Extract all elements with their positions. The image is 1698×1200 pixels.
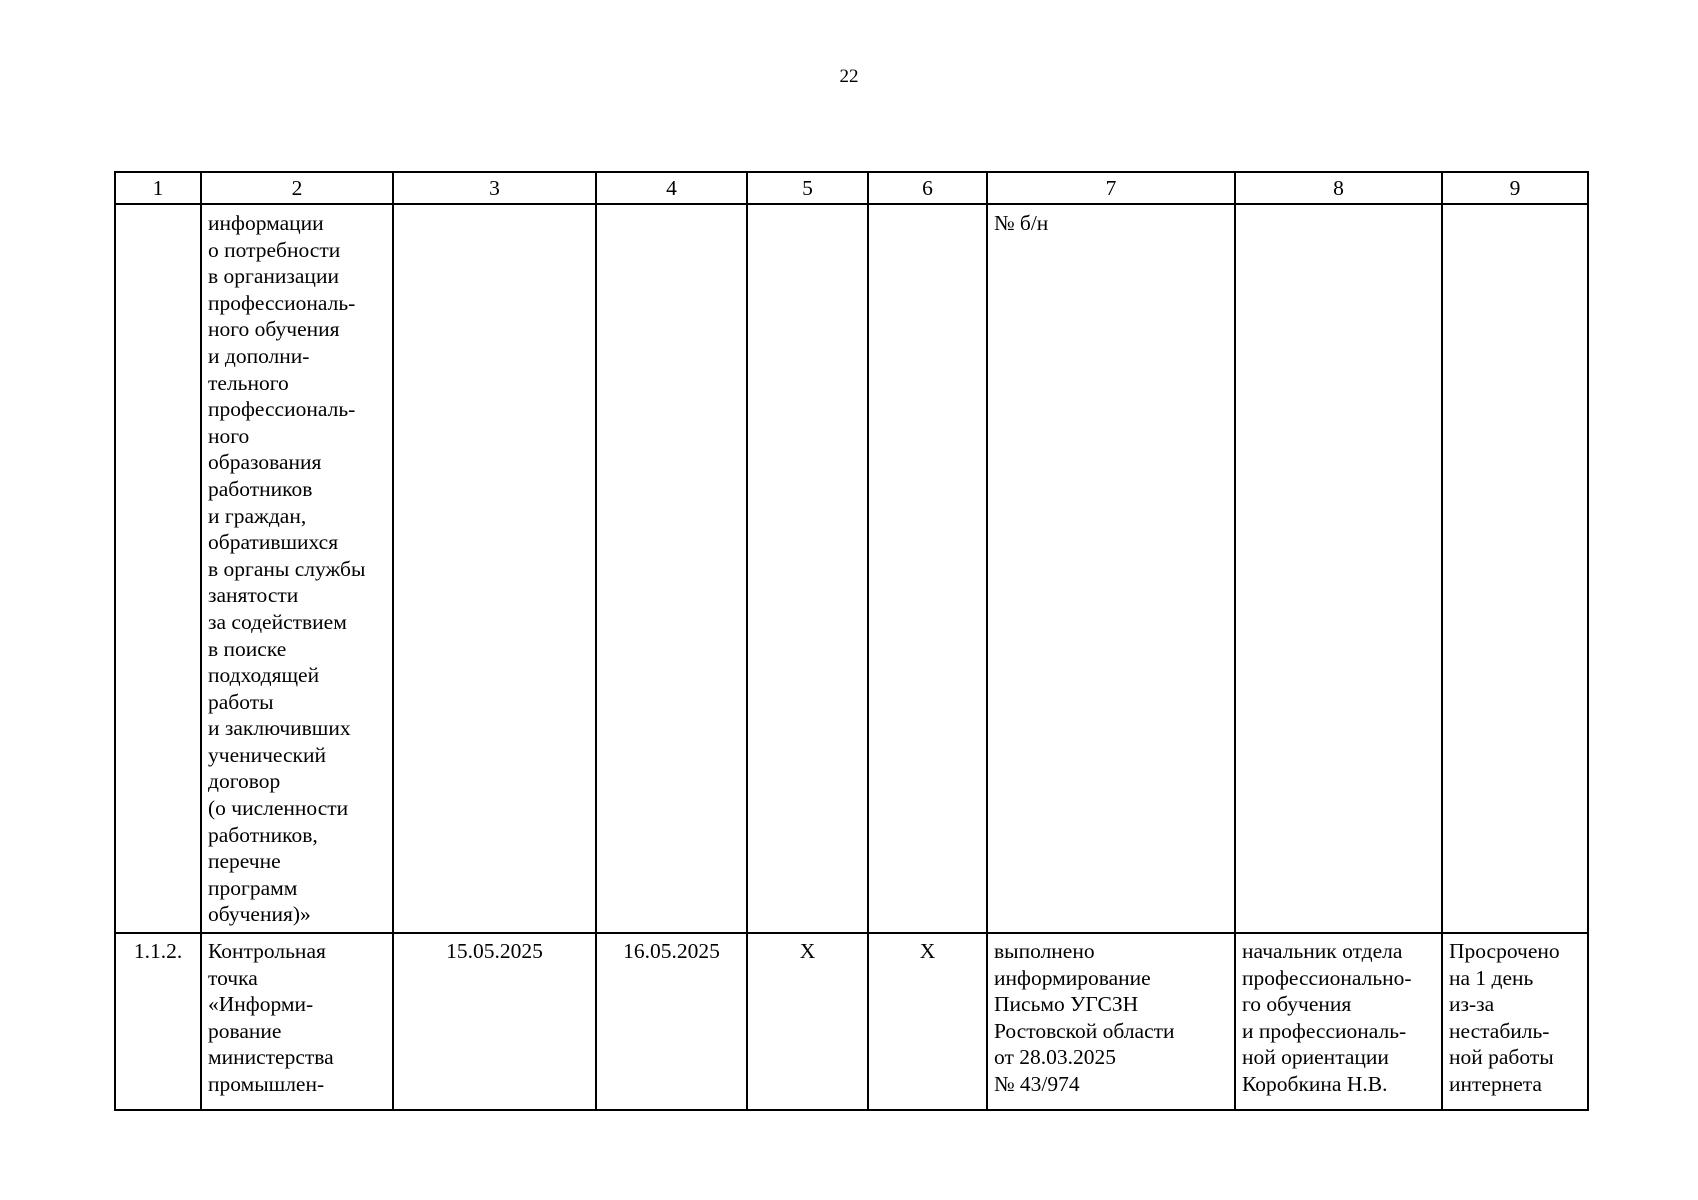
cell-text-line: № 43/974 (994, 1071, 1080, 1096)
cell-text-line: подходящей (208, 663, 320, 688)
cell-responsible (1235, 204, 1442, 933)
cell-actual-date (596, 933, 747, 1110)
cell-text-line: Коробкина Н.В. (1242, 1071, 1388, 1096)
cell-text-line: информирование (994, 965, 1151, 990)
cell-name (201, 933, 393, 1110)
cell-text-line: перечне (208, 849, 281, 874)
cell-text-line: промышлен- (208, 1071, 325, 1096)
cell-text-line: профессиональ- (208, 397, 356, 422)
cell-text-line: 1.1.2. (133, 939, 183, 963)
cell-text-line: интернета (1449, 1071, 1542, 1096)
cell-text-line: работников (208, 476, 313, 501)
cell-text-line: го обучения (1242, 992, 1352, 1017)
cell-number (115, 933, 201, 1110)
header-cell-5: 5 (747, 172, 868, 204)
cell-text-line: Ростовской области (994, 1018, 1175, 1043)
header-cell-6: 6 (868, 172, 987, 204)
cell-text-line: профессиональ- (208, 290, 356, 315)
cell-result (987, 204, 1235, 933)
header-cell-7: 7 (987, 172, 1235, 204)
cell-text-line: и дополни- (208, 343, 310, 368)
header-cell-1: 1 (115, 172, 201, 204)
header-cell-3: 3 (393, 172, 596, 204)
cell-text-line: профессионально- (1242, 965, 1412, 990)
header-row (115, 172, 1588, 204)
cell-text-line: на 1 день (1449, 965, 1534, 990)
cell-result (987, 933, 1235, 1110)
cell-text-line: рование (208, 1018, 282, 1043)
report-table (114, 171, 1589, 1111)
cell-col6 (868, 204, 987, 933)
cell-responsible (1235, 933, 1442, 1110)
header-cell-4: 4 (596, 172, 747, 204)
cell-text-line: обучения)» (208, 902, 311, 927)
cell-text-line: Контрольная (208, 939, 326, 963)
cell-text-line: Х (919, 939, 936, 963)
cell-text-line: из-за (1449, 992, 1495, 1017)
cell-text-line: и профессиональ- (1242, 1018, 1407, 1043)
cell-text-line: информации (208, 211, 324, 235)
cell-text-line: за содействием (208, 609, 347, 634)
cell-text-line: программ (208, 875, 298, 900)
cell-text-line: обратившихся (208, 530, 339, 555)
cell-plan-date (393, 933, 596, 1110)
cell-text-line: Просрочено (1449, 939, 1560, 963)
cell-text-line: Х (799, 939, 816, 963)
cell-text-line: № б/н (994, 211, 1049, 235)
cell-col6 (868, 933, 987, 1110)
header-cell-8: 8 (1235, 172, 1442, 204)
cell-col5 (747, 204, 868, 933)
cell-actual-date (596, 204, 747, 933)
cell-text-line: в органы службы (208, 556, 366, 581)
cell-text-line: тельного (208, 370, 289, 395)
cell-text-line: о потребности (208, 237, 341, 262)
table-row (115, 204, 1588, 933)
cell-text-line: образования (208, 450, 322, 475)
cell-number (115, 204, 201, 933)
cell-note (1442, 204, 1588, 933)
cell-text-line: и граждан, (208, 503, 307, 528)
cell-text-line: точка (208, 965, 258, 990)
cell-col5 (747, 933, 868, 1110)
cell-text-line: от 28.03.2025 (994, 1045, 1116, 1070)
cell-text-line: ной ориентации (1242, 1045, 1389, 1070)
cell-text-line: начальник отдела (1242, 939, 1403, 963)
cell-text-line: «Информи- (208, 992, 314, 1017)
cell-text-line: работников, (208, 822, 318, 847)
cell-text-line: ной работы (1449, 1045, 1554, 1070)
cell-plan-date (393, 204, 596, 933)
cell-text-line: работы (208, 689, 274, 714)
cell-text-line: ученический (208, 742, 327, 767)
cell-text-line: (о численности (208, 796, 349, 821)
cell-text-line: и заключивших (208, 716, 351, 741)
cell-name (201, 204, 393, 933)
cell-text-line: договор (208, 769, 281, 794)
header-cell-9: 9 (1442, 172, 1588, 204)
cell-text-line: в организации (208, 264, 339, 289)
cell-text-line: министерства (208, 1045, 334, 1070)
cell-text-line: нестабиль- (1449, 1018, 1550, 1043)
cell-text-line: ного обучения (208, 317, 340, 342)
header-cell-2: 2 (201, 172, 393, 204)
cell-text-line: 15.05.2025 (446, 939, 543, 963)
table-row (115, 933, 1588, 1110)
cell-text-line: в поиске (208, 636, 287, 661)
page-number: 22 (839, 66, 859, 87)
cell-text-line: ного (208, 423, 250, 448)
cell-text-line: занятости (208, 583, 299, 608)
cell-text-line: 16.05.2025 (623, 939, 720, 963)
cell-note (1442, 933, 1588, 1110)
cell-text-line: выполнено (994, 939, 1095, 963)
cell-text-line: Письмо УГСЗН (994, 992, 1139, 1017)
